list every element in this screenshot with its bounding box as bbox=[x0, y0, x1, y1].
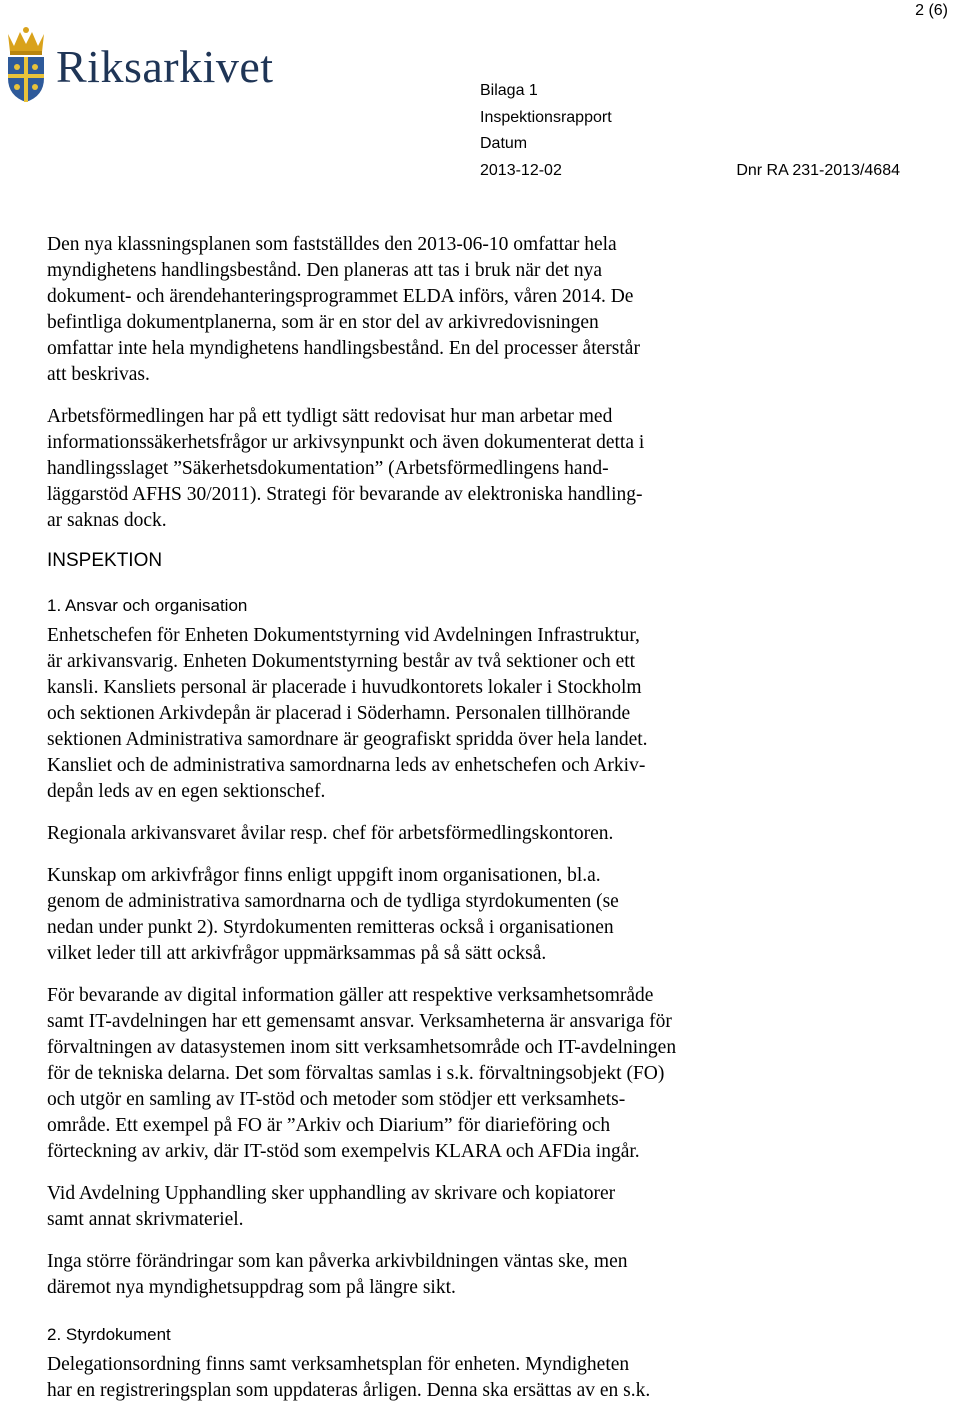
section-heading-inspektion: INSPEKTION bbox=[47, 550, 163, 571]
paragraph-governing-documents: Delegationsordning finns samt verksamhetsplan för enheten. Myndigheten har en registreringsplan som uppdateras årligen. Denna ska ersättas av en s.k. bbox=[47, 1354, 651, 1401]
crown-shield-emblem-icon bbox=[2, 24, 50, 104]
riksarkivet-logo bbox=[2, 24, 274, 104]
datum-label: Datum bbox=[480, 135, 528, 152]
document-header bbox=[480, 78, 900, 184]
diary-number: Dnr RA 231-2013/4684 bbox=[736, 161, 900, 179]
bilaga-label: Bilaga 1 bbox=[480, 82, 538, 99]
paragraph-knowledge: Kunskap om arkivfrågor finns enligt uppgift inom organisationen, bl.a. genom de administrativa samordnarna och de tydliga styrdokumenten (se nedan under punkt 2). Styrdokumenten remitteras också i organisationen vilket leder till att arkivfrågor uppmärksammas på så sätt också. bbox=[47, 865, 619, 964]
paragraph-procurement: Vid Avdelning Upphandling sker upphandling av skrivare och kopiatorer samt annat skrivmateriel. bbox=[47, 1183, 616, 1230]
logo-wordmark: Riksarkivet bbox=[56, 40, 274, 92]
document-type: Inspektionsrapport bbox=[480, 108, 612, 126]
page-number: 2 (6) bbox=[915, 2, 948, 19]
section-heading-styrdokument: 2. Styrdokument bbox=[47, 1325, 171, 1344]
document-date: 2013-12-02 bbox=[480, 161, 562, 179]
section-heading-ansvar: 1. Ansvar och organisation bbox=[47, 596, 248, 615]
paragraph-classification-plan: Den nya klassningsplanen som fastställdes den 2013-06-10 omfattar hela myndighetens handlingsbestånd. Den planeras att tas i bruk när det nya dokument- och ärendehanteringsprogrammet ELDA införs, våren 2014. De befintliga dokumentplanerna, som är en stor del av arkivredovisningen omfattar inte hela myndighetens handlingsbestånd. En del processer återstår att beskrivas. bbox=[47, 234, 640, 385]
document-body bbox=[47, 232, 807, 1404]
paragraph-information-security: Arbetsförmedlingen har på ett tydligt sätt redovisat hur man arbetar med informationssäkerhetsfrågor ur arkivsynpunkt och även dokumenterat detta i handlingsslaget ”Säkerhetsdokumentation” (Arbetsförmedlingens hand- läggarstöd AFHS 30/2011). Strategi för bevarande av elektroniska handling- ar saknas dock. bbox=[47, 406, 645, 531]
paragraph-digital-preservation: För bevarande av digital information gäller att respektive verksamhetsområde samt IT-avdelningen har ett gemensamt ansvar. Verksamheterna är ansvariga för förvaltningen av datasystemen inom sitt verksamhetsområde och IT-avdelningen för de tekniska delarna. Det som förvaltas samlas i s.k. förvaltningsobjekt (FO) och utgör en samling av IT-stöd och metoder som stödjer ett verksamhets- område. Ett exempel på FO är ”Arkiv och Diarium” för diarieföring och förteckning av arkiv, där IT-stöd som exempelvis KLARA och AFDia ingår. bbox=[47, 985, 677, 1162]
paragraph-regional-responsibility: Regionala arkivansvaret åvilar resp. chef för arbetsförmedlingskontoren. bbox=[47, 823, 614, 844]
paragraph-organisation: Enhetschefen för Enheten Dokumentstyrning vid Avdelningen Infrastruktur, är arkivansvarig. Enheten Dokumentstyrning består av två sektioner och ett kansli. Kansliets personal är placerade i huvudkontorets lokaler i Stockholm och sektionen Arkivdepån är placerad i Söderhamn. Personalen tillhörande sektionen Administrativa samordnare är geografiskt spridda över hela landet. Kansliet och de administrativa samordnarna leds av enhetschefen och Arkiv- depån leds av en egen sektionschef. bbox=[47, 625, 648, 802]
paragraph-changes: Inga större förändringar som kan påverka arkivbildningen väntas ske, men däremot nya myndighetsuppdrag som på längre sikt. bbox=[47, 1251, 628, 1298]
